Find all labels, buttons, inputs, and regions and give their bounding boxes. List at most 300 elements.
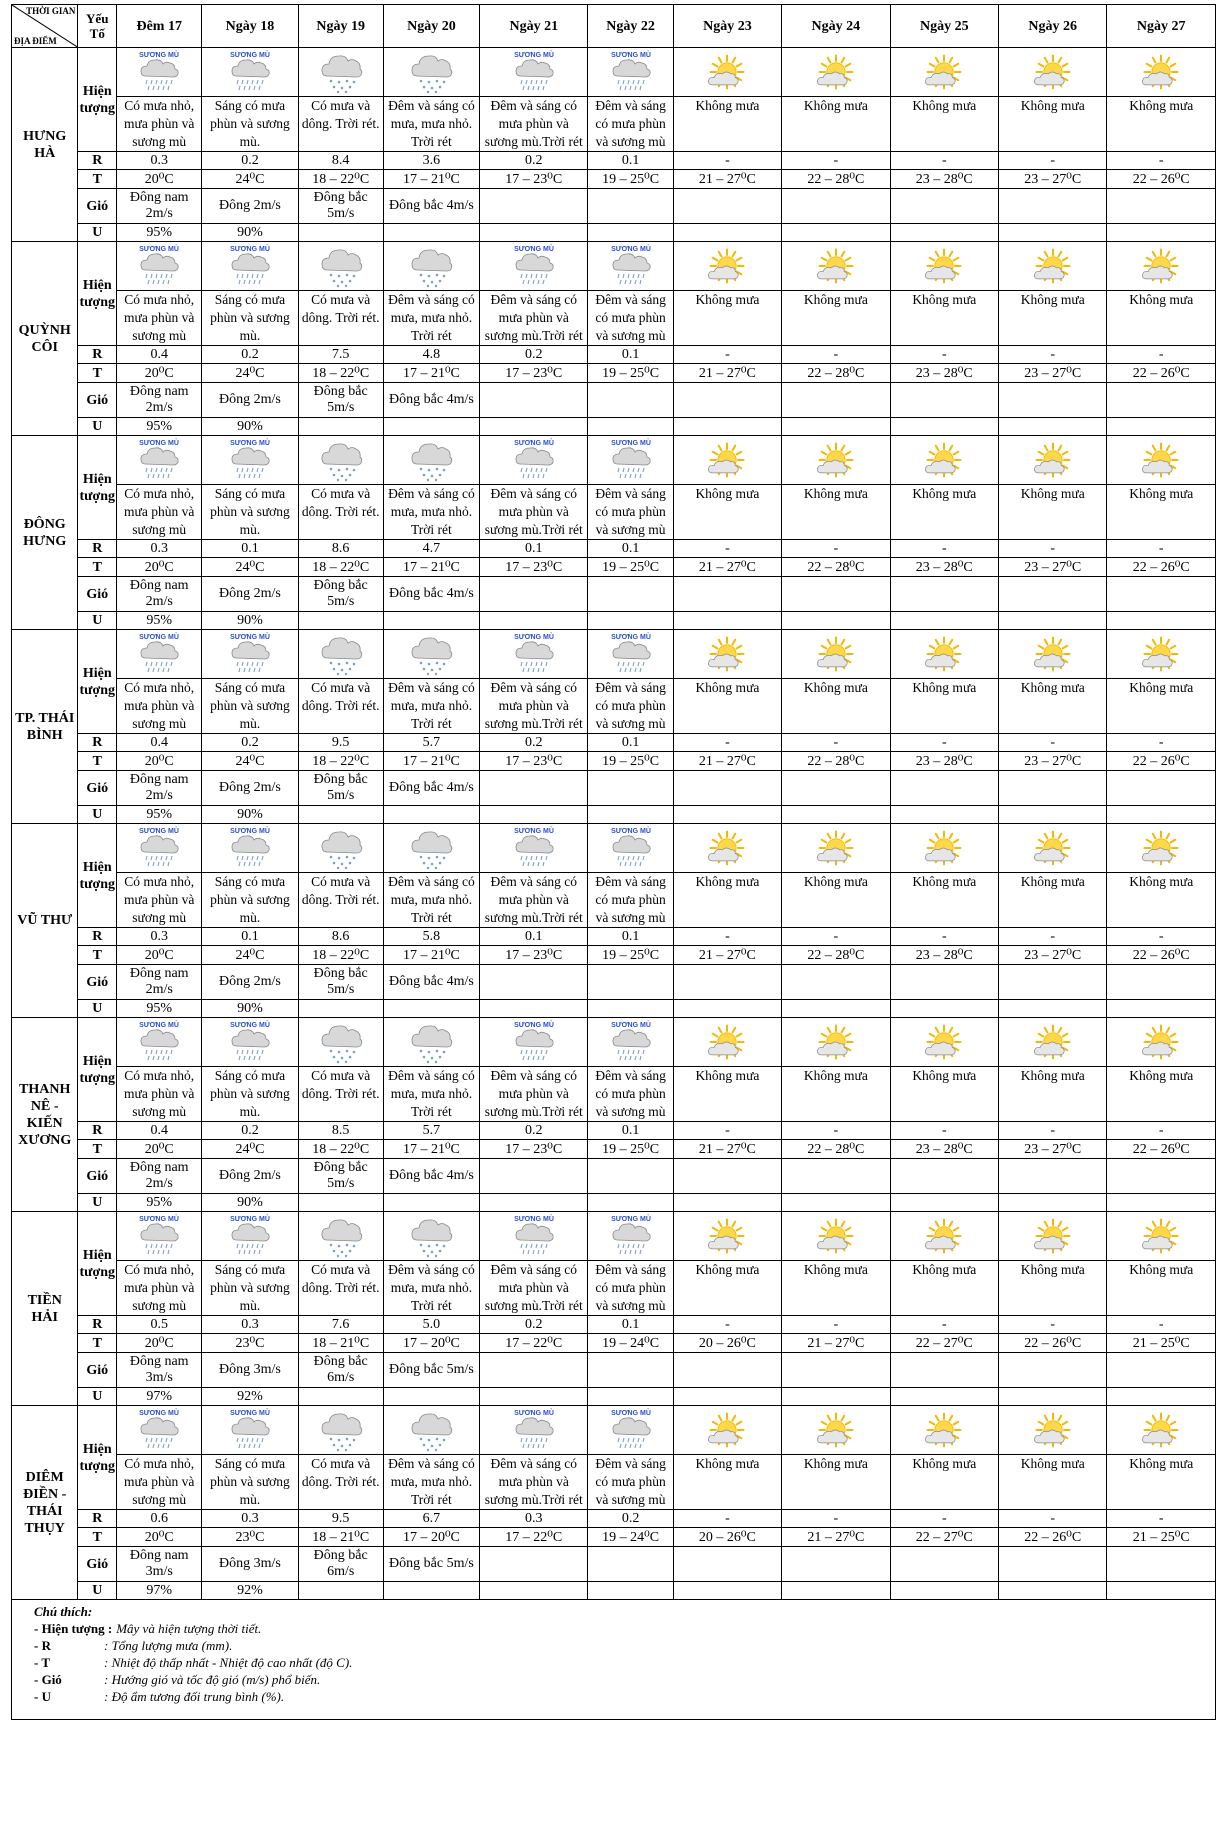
humidity-value — [588, 1388, 673, 1406]
note-key: - Hiện tượng : — [34, 1621, 113, 1636]
wind-value — [480, 965, 588, 1000]
weather-icon-cell — [890, 630, 998, 679]
wind-value — [890, 1547, 998, 1582]
svg-text:SƯƠNG MÙ: SƯƠNG MÙ — [230, 828, 270, 835]
weather-icon-cell — [782, 48, 890, 97]
weather-icon-cell — [202, 1406, 298, 1455]
temp-value: 17 – 20⁰C — [383, 1528, 479, 1547]
humidity-value — [1107, 1000, 1216, 1018]
temp-row — [12, 558, 1216, 577]
weather-icon-cell — [782, 1406, 890, 1455]
temp-value: 18 – 22⁰C — [298, 946, 383, 965]
rain-cloud-icon — [319, 1408, 363, 1452]
humidity-value: 90% — [202, 1194, 298, 1212]
temp-value: 23 – 28⁰C — [890, 170, 998, 189]
humidity-value: 95% — [117, 1194, 202, 1212]
phenomenon-text: Không mưa — [782, 485, 890, 540]
weather-icon-cell — [673, 48, 781, 97]
humidity-value — [782, 806, 890, 824]
phenomenon-text: Có mưa nhỏ, mưa phùn và sương mù — [117, 485, 202, 540]
phenomenon-text: Có mưa nhỏ, mưa phùn và sương mù — [117, 97, 202, 152]
rain-value: 0.2 — [202, 346, 298, 364]
rain-label: R — [78, 1122, 117, 1140]
humidity-value — [890, 418, 998, 436]
humidity-value — [999, 224, 1107, 242]
humidity-value — [480, 1194, 588, 1212]
weather-icon-cell — [480, 1018, 588, 1067]
phenomenon-text: Không mưa — [782, 291, 890, 346]
rain-cloud-icon — [409, 1020, 453, 1064]
svg-text:SƯƠNG MÙ: SƯƠNG MÙ — [610, 246, 651, 253]
svg-text:SƯƠNG MÙ: SƯƠNG MÙ — [230, 1022, 270, 1029]
temp-value: 22 – 28⁰C — [782, 1140, 890, 1159]
svg-text:SƯƠNG MÙ: SƯƠNG MÙ — [513, 828, 554, 835]
location-name: TIỀN HẢI — [12, 1212, 78, 1406]
phenomenon-text: Đêm và sáng có mưa phùn và sương mù — [588, 1261, 673, 1316]
weather-icon-cell — [999, 1406, 1107, 1455]
temp-value: 22 – 26⁰C — [1107, 752, 1216, 771]
rain-value: - — [890, 152, 998, 170]
rain-value: 0.2 — [480, 734, 588, 752]
phenomenon-text: Có mưa nhỏ, mưa phùn và sương mù — [117, 679, 202, 734]
temp-value: 22 – 28⁰C — [782, 364, 890, 383]
rain-value: 0.1 — [588, 540, 673, 558]
wind-value — [1107, 577, 1216, 612]
rain-value: - — [673, 734, 781, 752]
weather-icon-cell — [588, 1018, 673, 1067]
temp-value: 18 – 21⁰C — [298, 1334, 383, 1353]
svg-text:SƯƠNG MÙ: SƯƠNG MÙ — [139, 1216, 180, 1223]
rain-value: 0.1 — [480, 540, 588, 558]
weather-icon-cell — [588, 1406, 673, 1455]
humidity-value — [298, 806, 383, 824]
humidity-value — [782, 418, 890, 436]
fog-rain-icon — [607, 244, 655, 288]
humidity-value — [383, 806, 479, 824]
rain-cloud-icon — [319, 632, 363, 676]
humidity-label: U — [78, 1194, 117, 1212]
fog-rain-icon — [135, 438, 183, 482]
location-name: DIÊM ĐIỀN - THÁI THỤY — [12, 1406, 78, 1600]
phenomenon-text: Đêm và sáng có mưa, mưa nhỏ. Trời rét — [383, 97, 479, 152]
wind-value: Đông nam 2m/s — [117, 771, 202, 806]
rain-value: - — [782, 1316, 890, 1334]
weather-icon-cell — [117, 1212, 202, 1261]
rain-value: 0.4 — [117, 1122, 202, 1140]
rain-cloud-icon — [409, 50, 453, 94]
phenomenon-text: Không mưa — [782, 679, 890, 734]
phenomenon-text: Đêm và sáng có mưa phùn và sương mù.Trời rét — [480, 485, 588, 540]
phenomenon-row — [12, 1261, 1216, 1316]
phenomenon-text: Không mưa — [673, 97, 781, 152]
temp-label: T — [78, 1334, 117, 1353]
sun-cloud-icon — [814, 1216, 858, 1256]
humidity-value — [1107, 806, 1216, 824]
weather-icon-cell — [202, 630, 298, 679]
humidity-value — [298, 1582, 383, 1600]
sun-cloud-icon — [814, 1410, 858, 1450]
phenomenon-text: Không mưa — [673, 1455, 781, 1510]
weather-icon-cell — [588, 242, 673, 291]
weather-icon-cell — [1107, 1406, 1216, 1455]
rain-value: 0.1 — [480, 928, 588, 946]
wind-row — [12, 771, 1216, 806]
weather-icon-cell — [1107, 436, 1216, 485]
wind-value — [673, 383, 781, 418]
svg-text:SƯƠNG MÙ: SƯƠNG MÙ — [230, 52, 270, 59]
temp-value: 21 – 25⁰C — [1107, 1528, 1216, 1547]
humidity-value — [480, 1582, 588, 1600]
wind-value — [782, 1547, 890, 1582]
note-value: : Độ ẩm tương đối trung bình (%). — [104, 1689, 285, 1704]
humidity-value — [999, 418, 1107, 436]
svg-text:SƯƠNG MÙ: SƯƠNG MÙ — [139, 634, 180, 641]
rain-cloud-icon — [409, 826, 453, 870]
svg-text:SƯƠNG MÙ: SƯƠNG MÙ — [513, 1022, 554, 1029]
rain-value: - — [999, 1122, 1107, 1140]
day-header: Ngày 21 — [480, 5, 588, 48]
wind-value — [588, 771, 673, 806]
temp-value: 22 – 26⁰C — [1107, 1140, 1216, 1159]
phenomenon-row — [12, 873, 1216, 928]
weather-icon-cell — [1107, 824, 1216, 873]
svg-text:SƯƠNG MÙ: SƯƠNG MÙ — [610, 440, 651, 447]
rain-value: 0.1 — [202, 928, 298, 946]
weather-icon-cell — [673, 436, 781, 485]
note-key: - Gió — [34, 1672, 62, 1687]
wind-value — [673, 1159, 781, 1194]
location-name: ĐÔNG HƯNG — [12, 436, 78, 630]
sun-cloud-icon — [705, 440, 749, 480]
rain-row — [12, 1510, 1216, 1528]
phenomenon-text: Có mưa và dông. Trời rét. — [298, 1455, 383, 1510]
temp-value: 23 – 28⁰C — [890, 752, 998, 771]
humidity-value — [673, 224, 781, 242]
phenomenon-text: Không mưa — [890, 1067, 998, 1122]
humidity-value — [673, 1194, 781, 1212]
rain-value: - — [673, 928, 781, 946]
wind-value: Đông bắc 5m/s — [298, 189, 383, 224]
sun-cloud-icon — [814, 634, 858, 674]
sun-cloud-icon — [814, 1022, 858, 1062]
rain-value: 0.3 — [117, 540, 202, 558]
phenomenon-text: Không mưa — [1107, 97, 1216, 152]
wind-label: Gió — [78, 771, 117, 806]
phenomenon-text: Có mưa và dông. Trời rét. — [298, 485, 383, 540]
phenomenon-label: Hiện tượng — [78, 824, 117, 928]
svg-text:SƯƠNG MÙ: SƯƠNG MÙ — [513, 440, 554, 447]
phenomenon-text: Không mưa — [782, 1261, 890, 1316]
rain-value: 6.7 — [383, 1510, 479, 1528]
weather-icon-cell — [383, 242, 479, 291]
rain-value: 0.3 — [202, 1510, 298, 1528]
sun-cloud-icon — [814, 246, 858, 286]
temp-label: T — [78, 364, 117, 383]
weather-icon-cell — [1107, 1018, 1216, 1067]
day-header: Ngày 20 — [383, 5, 479, 48]
temp-value: 18 – 22⁰C — [298, 364, 383, 383]
phenomenon-text: Đêm và sáng có mưa phùn và sương mù.Trời rét — [480, 97, 588, 152]
phenomenon-text: Không mưa — [999, 1067, 1107, 1122]
rain-value: 0.1 — [588, 1316, 673, 1334]
temp-value: 21 – 27⁰C — [673, 752, 781, 771]
rain-value: - — [890, 1316, 998, 1334]
rain-value: 8.5 — [298, 1122, 383, 1140]
phenomenon-text: Có mưa và dông. Trời rét. — [298, 1261, 383, 1316]
weather-icon-cell — [298, 436, 383, 485]
rain-value: - — [782, 540, 890, 558]
weather-icon-cell — [890, 1212, 998, 1261]
phenomenon-label: Hiện tượng — [78, 242, 117, 346]
phenomenon-text: Không mưa — [782, 1455, 890, 1510]
weather-icon-cell — [588, 630, 673, 679]
phenomenon-label: Hiện tượng — [78, 1406, 117, 1510]
day-header: Ngày 25 — [890, 5, 998, 48]
temp-value: 19 – 25⁰C — [588, 364, 673, 383]
rain-row — [12, 734, 1216, 752]
rain-value: 0.5 — [117, 1316, 202, 1334]
day-header: Ngày 23 — [673, 5, 781, 48]
humidity-value — [298, 224, 383, 242]
svg-text:SƯƠNG MÙ: SƯƠNG MÙ — [230, 440, 270, 447]
humidity-value — [298, 418, 383, 436]
rain-value: - — [1107, 1316, 1216, 1334]
wind-value: Đông bắc 4m/s — [383, 1159, 479, 1194]
humidity-value — [298, 612, 383, 630]
svg-text:SƯƠNG MÙ: SƯƠNG MÙ — [230, 634, 270, 641]
weather-icon-cell — [890, 242, 998, 291]
humidity-value — [999, 1582, 1107, 1600]
phenomenon-text: Đêm và sáng có mưa, mưa nhỏ. Trời rét — [383, 873, 479, 928]
wind-value: Đông 2m/s — [202, 965, 298, 1000]
temp-row — [12, 946, 1216, 965]
humidity-row — [12, 1582, 1216, 1600]
wind-value: Đông 3m/s — [202, 1547, 298, 1582]
phenomenon-text: Không mưa — [890, 873, 998, 928]
sun-cloud-icon — [1031, 828, 1075, 868]
wind-value: Đông bắc 6m/s — [298, 1547, 383, 1582]
humidity-value: 90% — [202, 612, 298, 630]
humidity-value — [673, 612, 781, 630]
wind-value: Đông bắc 4m/s — [383, 577, 479, 612]
fog-rain-icon — [510, 632, 558, 676]
rain-value: - — [999, 540, 1107, 558]
weather-icon-cell — [782, 1018, 890, 1067]
phenomenon-label: Hiện tượng — [78, 1018, 117, 1122]
wind-row — [12, 965, 1216, 1000]
humidity-value — [999, 612, 1107, 630]
weather-icon-cell — [588, 824, 673, 873]
humidity-value — [588, 806, 673, 824]
rain-value: 9.5 — [298, 734, 383, 752]
forecast-table — [11, 4, 1216, 1600]
humidity-value — [673, 418, 781, 436]
temp-value: 21 – 27⁰C — [673, 1140, 781, 1159]
phenomenon-text: Không mưa — [673, 873, 781, 928]
wind-value — [480, 383, 588, 418]
sun-cloud-icon — [1031, 440, 1075, 480]
phenomenon-row — [12, 679, 1216, 734]
phenomenon-text: Đêm và sáng có mưa, mưa nhỏ. Trời rét — [383, 1067, 479, 1122]
wind-value: Đông nam 3m/s — [117, 1353, 202, 1388]
rain-value: 8.6 — [298, 540, 383, 558]
phenomenon-row — [12, 291, 1216, 346]
weather-icon-cell — [588, 1212, 673, 1261]
sun-cloud-icon — [1139, 634, 1183, 674]
temp-value: 23 – 28⁰C — [890, 1140, 998, 1159]
wind-value: Đông bắc 5m/s — [298, 965, 383, 1000]
humidity-value — [383, 1000, 479, 1018]
note-key: - U — [34, 1689, 51, 1704]
wind-value — [782, 189, 890, 224]
temp-value: 24⁰C — [202, 946, 298, 965]
location-name: TP. THÁI BÌNH — [12, 630, 78, 824]
weather-icon-cell — [782, 1212, 890, 1261]
forecast-document — [11, 4, 1216, 1720]
wind-value — [480, 1547, 588, 1582]
note-value: Mây và hiện tượng thời tiết. — [116, 1621, 262, 1636]
phenomenon-text: Có mưa và dông. Trời rét. — [298, 1067, 383, 1122]
wind-value: Đông bắc 6m/s — [298, 1353, 383, 1388]
weather-icon-cell — [298, 1212, 383, 1261]
svg-text:SƯƠNG MÙ: SƯƠNG MÙ — [139, 246, 180, 253]
svg-text:SƯƠNG MÙ: SƯƠNG MÙ — [139, 52, 180, 59]
wind-value — [999, 771, 1107, 806]
phenomenon-text: Không mưa — [782, 97, 890, 152]
rain-row — [12, 1316, 1216, 1334]
humidity-value — [383, 1388, 479, 1406]
phenomenon-text: Sáng có mưa phùn và sương mù. — [202, 873, 298, 928]
temp-value: 22 – 26⁰C — [999, 1334, 1107, 1353]
temp-value: 19 – 25⁰C — [588, 1140, 673, 1159]
fog-rain-icon — [226, 826, 274, 870]
humidity-value: 95% — [117, 418, 202, 436]
wind-label: Gió — [78, 1159, 117, 1194]
rain-row — [12, 152, 1216, 170]
weather-icon-cell — [999, 436, 1107, 485]
sun-cloud-icon — [1139, 246, 1183, 286]
weather-icon-cell — [480, 1406, 588, 1455]
temp-value: 20⁰C — [117, 1140, 202, 1159]
rain-value: 5.7 — [383, 1122, 479, 1140]
rain-value: - — [1107, 928, 1216, 946]
fog-rain-icon — [510, 1020, 558, 1064]
wind-value — [1107, 965, 1216, 1000]
wind-value — [588, 1353, 673, 1388]
sun-cloud-icon — [1031, 1410, 1075, 1450]
fog-rain-icon — [226, 244, 274, 288]
humidity-row — [12, 1000, 1216, 1018]
wind-row — [12, 383, 1216, 418]
wind-value — [890, 965, 998, 1000]
svg-text:SƯƠNG MÙ: SƯƠNG MÙ — [610, 1216, 651, 1223]
sun-cloud-icon — [922, 52, 966, 92]
fog-rain-icon — [607, 826, 655, 870]
humidity-value — [890, 612, 998, 630]
svg-text:SƯƠNG MÙ: SƯƠNG MÙ — [230, 1216, 270, 1223]
weather-icon-cell — [383, 1018, 479, 1067]
wind-value — [999, 1353, 1107, 1388]
phenomenon-text: Đêm và sáng có mưa phùn và sương mù — [588, 1067, 673, 1122]
weather-icon-cell — [383, 436, 479, 485]
phenomenon-text: Có mưa nhỏ, mưa phùn và sương mù — [117, 1067, 202, 1122]
temp-value: 19 – 25⁰C — [588, 946, 673, 965]
temp-value: 21 – 27⁰C — [673, 170, 781, 189]
icon-row — [12, 824, 1216, 873]
rain-value: - — [890, 540, 998, 558]
humidity-value — [480, 224, 588, 242]
temp-value: 17 – 21⁰C — [383, 364, 479, 383]
rain-row — [12, 540, 1216, 558]
temp-value: 18 – 22⁰C — [298, 170, 383, 189]
sun-cloud-icon — [1139, 1216, 1183, 1256]
temp-value: 17 – 21⁰C — [383, 752, 479, 771]
wind-value: Đông 2m/s — [202, 771, 298, 806]
phenomenon-text: Đêm và sáng có mưa phùn và sương mù.Trời rét — [480, 291, 588, 346]
wind-value — [890, 383, 998, 418]
wind-label: Gió — [78, 1353, 117, 1388]
humidity-value — [588, 1194, 673, 1212]
rain-value: 4.7 — [383, 540, 479, 558]
humidity-value — [782, 1194, 890, 1212]
sun-cloud-icon — [1031, 1216, 1075, 1256]
temp-value: 18 – 21⁰C — [298, 1528, 383, 1547]
fog-rain-icon — [226, 438, 274, 482]
note-item — [34, 1688, 1209, 1705]
weather-icon-cell — [117, 48, 202, 97]
temp-value: 22 – 28⁰C — [782, 170, 890, 189]
fog-rain-icon — [510, 50, 558, 94]
temp-label: T — [78, 752, 117, 771]
wind-value — [999, 1159, 1107, 1194]
wind-value: Đông nam 2m/s — [117, 383, 202, 418]
weather-icon-cell — [383, 48, 479, 97]
svg-text:SƯƠNG MÙ: SƯƠNG MÙ — [610, 828, 651, 835]
wind-label: Gió — [78, 189, 117, 224]
humidity-value — [1107, 418, 1216, 436]
weather-icon-cell — [782, 436, 890, 485]
temp-label: T — [78, 558, 117, 577]
humidity-value — [890, 1582, 998, 1600]
wind-value — [999, 189, 1107, 224]
rain-value: - — [782, 734, 890, 752]
temp-value: 23 – 27⁰C — [999, 752, 1107, 771]
day-header: Ngày 26 — [999, 5, 1107, 48]
sun-cloud-icon — [1031, 52, 1075, 92]
humidity-value: 92% — [202, 1582, 298, 1600]
phenomenon-text: Không mưa — [999, 679, 1107, 734]
rain-value: - — [673, 152, 781, 170]
sun-cloud-icon — [1139, 1022, 1183, 1062]
rain-label: R — [78, 152, 117, 170]
rain-value: - — [890, 1122, 998, 1140]
weather-icon-cell — [999, 242, 1107, 291]
sun-cloud-icon — [1139, 1410, 1183, 1450]
wind-value: Đông 3m/s — [202, 1353, 298, 1388]
sun-cloud-icon — [705, 1410, 749, 1450]
wind-value — [782, 577, 890, 612]
humidity-value — [673, 1388, 781, 1406]
weather-icon-cell — [298, 242, 383, 291]
wind-value — [1107, 1159, 1216, 1194]
sun-cloud-icon — [705, 634, 749, 674]
phenomenon-text: Không mưa — [673, 485, 781, 540]
wind-value — [1107, 1547, 1216, 1582]
sun-cloud-icon — [705, 828, 749, 868]
weather-icon-cell — [588, 48, 673, 97]
temp-value: 17 – 23⁰C — [480, 364, 588, 383]
rain-value: 0.2 — [202, 734, 298, 752]
